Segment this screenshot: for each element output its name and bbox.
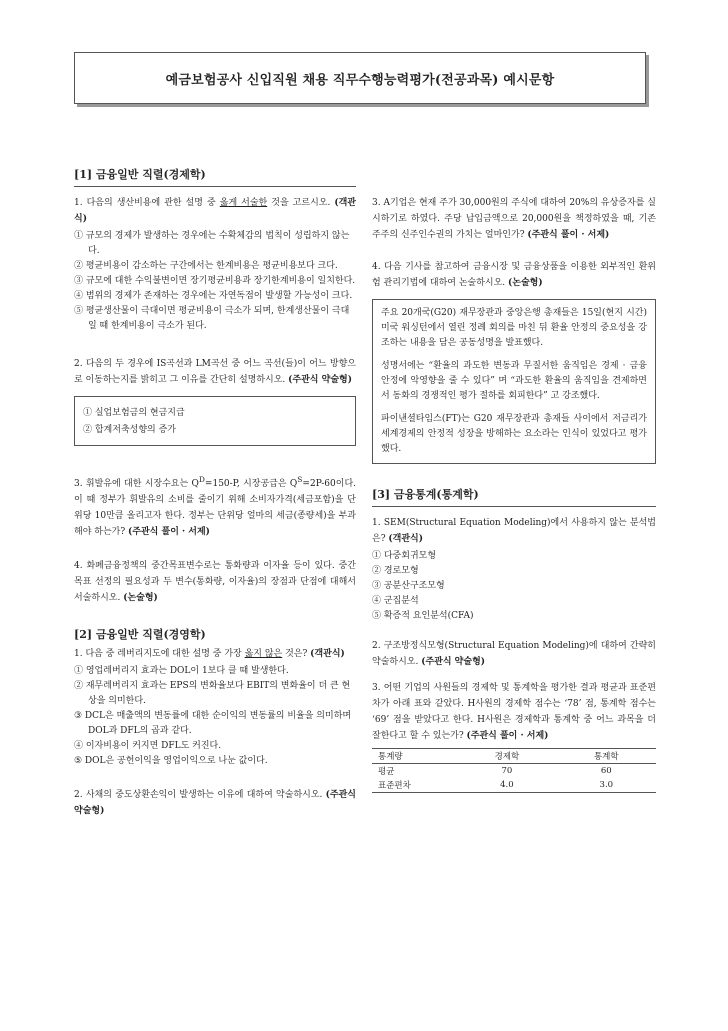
section-divider	[372, 506, 656, 507]
table-cell: 70	[501, 766, 513, 776]
question-1-options	[74, 229, 356, 334]
table-cell: 4.0	[457, 778, 556, 793]
section-divider	[74, 186, 356, 187]
option-item: ⑤ 확증적 요인분석(CFA)	[372, 611, 474, 621]
option-item: ④ 범위의 경제가 존재하는 경우에는 자연독점이 발생할 가능성이 크다.	[74, 291, 353, 301]
option-item: ② 합계저축성향의 증가	[83, 425, 176, 435]
table-header-row	[372, 749, 656, 764]
question-3-stat: 3. 어떤 기업의 사원들의 경제학 및 통계학을 평가한 결과 평균과 표준편차가 아래 표와 같았다. H사원의 경제학 점수는 ‘78’ 점, 통계학 점수는 ‘69’ 점을 받았다고 한다. H사원은 경제학과 통계학 중 어느 과목을 더 잘한다고 할 수 있는가? (주관식 풀이 · 서제)	[372, 683, 656, 741]
option-item: ② 경로모형	[372, 566, 419, 576]
option-item: ② 평균비용이 감소하는 구간에서는 한계비용은 평균비용보다 크다.	[74, 261, 338, 271]
question-3-econ: 3. 휘발유에 대한 시장수요는 $Q^D=150-P$, 시장공급은 $Q^S=2P-60$이다. 이 때 정부가 휘발유의 소비를 줄이기 위해 소비자가격(세금포함)을 단위당 10만큼 올리고자 한다. 정부는 단위당 얼마의 세금(종량세)을 부과해야 하는가? (주관식 풀이 · 서제)	[74, 475, 356, 537]
article-paragraph: 파이낸셜타임스(FT)는 G20 재무장관과 총재들 사이에서 저금리가 세계경제의 안정적 성장을 방해하는 요소라는 인식이 있었다고 평가했다.	[381, 414, 647, 454]
option-item: ③ DCL은 매출액의 변동률에 대한 순이익의 변동률의 비율을 의미하며 DOL과 DFL의 곱과 같다.	[74, 711, 352, 736]
table-cell: 표준편차	[372, 778, 457, 793]
option-item: ⑤ 평균생산물이 극대이면 평균비용이 극소가 되며, 한계생산물이 극대일 때 한계비용이 극소가 된다.	[74, 306, 350, 331]
right-column	[372, 195, 656, 793]
question-3-biz: 3. A기업은 현재 주가 30,000원의 주식에 대하여 20%의 유상증자를 실시하기로 하였다. 주당 납입금액으로 20,000원을 책정하였을 때, 기존 주주의 신주인수권의 가치는 얼마인가? (주관식 풀이 · 서제)	[372, 198, 656, 240]
section-title-business: [2] 금융일반 직렬(경영학)	[74, 628, 206, 641]
option-item: ④ 군집분석	[372, 596, 419, 606]
question-2-biz: 2. 사채의 중도상환손익이 발생하는 이유에 대하여 약술하시오. (주관식 약술형)	[74, 790, 356, 816]
section-title-statistics: [3] 금융통계(통계학)	[372, 488, 479, 501]
question-1-stat: 1. SEM(Structural Equation Modeling)에서 사용하지 않는 분석법은? (객관식)	[372, 518, 656, 544]
option-item: ① 다중회귀모형	[372, 551, 437, 561]
table-header: 통계학	[557, 749, 656, 764]
option-item: ④ 이자비용이 커지면 DFL도 커진다.	[74, 741, 222, 751]
table-row	[372, 778, 656, 793]
stats-table	[372, 748, 656, 793]
news-article-box	[372, 299, 656, 464]
question-1-biz: 1. 다음 중 레버리지도에 대한 설명 중 가장 옳지 않은 것은? (객관식)	[74, 649, 345, 659]
section-title-economics: [1] 금융일반 직렬(경제학)	[74, 168, 206, 181]
option-item: ① 영업레버리지 효과는 DOL이 1보다 클 때 발생한다.	[74, 666, 289, 676]
article-paragraph: 성명서에는 “환율의 과도한 변동과 무질서한 움직임은 경제 · 금융 안정에 악영향을 줄 수 있다” 며 “과도한 환율의 움직임을 견제하면서 동화의 경쟁적인 평가 절하를 회피한다” 고 강조했다.	[381, 361, 647, 401]
table-cell: 60	[600, 766, 612, 776]
question-1-biz-options	[74, 664, 356, 769]
option-item: ① 규모의 경제가 발생하는 경우에는 수확체감의 법칙이 성립하지 않는다.	[74, 231, 350, 256]
question-2-stat: 2. 구조방정식모형(Structural Equation Modeling)에 대하여 간략히 약술하시오. (주관식 약술형)	[372, 641, 656, 667]
question-2-box	[74, 396, 356, 446]
option-item: ⑤ DOL은 공헌이익을 영업이익으로 나눈 값이다.	[74, 756, 268, 766]
question-1-stat-options	[372, 549, 656, 624]
option-item: ② 재무레버리지 효과는 EPS의 변화율보다 EBIT의 변화율이 더 큰 현상을 의미한다.	[74, 681, 351, 706]
table-cell: 3.0	[557, 778, 656, 793]
table-cell: 평균	[378, 767, 395, 777]
question-2-econ: 2. 다음의 두 경우에 IS곡선과 LM곡선 중 어느 곡선(들)이 어느 방향으로 이동하는지를 밝히고 그 이유를 간단히 설명하시오. (주관식 약술형)	[74, 359, 356, 385]
question-4-biz: 4. 다음 기사를 참고하여 금융시장 및 금융상품을 이용한 외부적인 환위험 관리기법에 대하여 논술하시오. (논술형)	[372, 262, 656, 288]
question-1-econ: 1. 다음의 생산비용에 관한 설명 중 옳게 서술한 것을 고르시오. (객관식)	[74, 198, 356, 224]
table-row	[372, 764, 656, 779]
option-item: ① 실업보험금의 현금지급	[83, 408, 185, 418]
page-title: 예금보험공사 신입직원 채용 직무수행능력평가(전공과목) 예시문항	[165, 72, 555, 88]
page-title-box	[74, 52, 646, 104]
question-4-econ: 4. 화폐금융정책의 중간목표변수로는 통화량과 이자율 등이 있다. 중간목표 선정의 필요성과 두 변수(통화량, 이자율)의 장점과 단점에 대해서 서술하시오. (논술형)	[74, 561, 356, 603]
article-paragraph: 주요 20개국(G20) 재무장관과 중앙은행 총재들은 15일(현지 시간) 미국 워싱턴에서 열린 정례 회의를 마친 뒤 환율 안정의 중요성을 강조하는 내용을 담은 공동성명을 발표했다.	[381, 308, 647, 348]
left-column	[74, 166, 356, 819]
option-item: ③ 규모에 대한 수익불변이면 장기평균비용과 장기한계비용이 일치한다.	[74, 276, 356, 286]
table-header: 통계량	[372, 749, 457, 764]
table-header: 경제학	[457, 749, 556, 764]
option-item: ③ 공분산구조모형	[372, 581, 445, 591]
